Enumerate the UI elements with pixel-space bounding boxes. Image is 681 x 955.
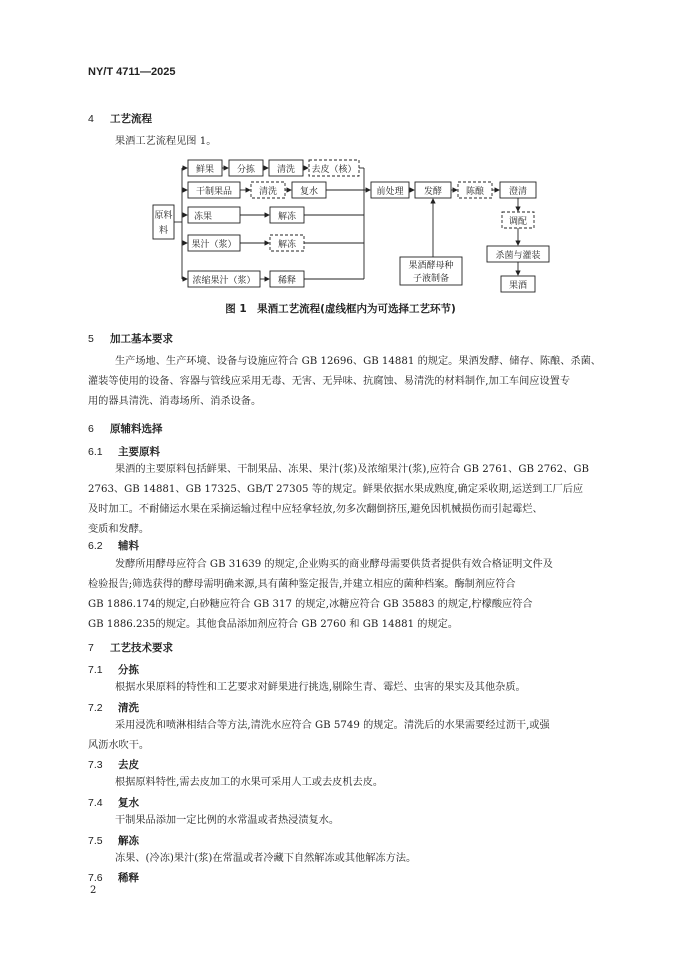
svg-text:子液制备: 子液制备 [412,274,450,284]
page-number: 2 [90,885,97,896]
section-5-heading: 5 加工基本要求 [88,333,173,345]
section-7-4-body: 干制果品添加一定比例的水常温或者热浸渍复水。 [115,815,340,826]
svg-text:冻果: 冻果 [193,212,213,222]
svg-text:清洗: 清洗 [276,165,296,175]
svg-text:分拣: 分拣 [236,165,256,175]
section-7-6-heading: 7.6 稀释 [88,872,139,884]
section-7-heading: 7 工艺技术要求 [88,642,173,654]
figure-caption: 图 1 果酒工艺流程(虚线框内为可选择工艺环节) [225,303,456,315]
section-7-3-heading: 7.3 去皮 [88,759,139,771]
section-7-5-heading: 7.5 解冻 [88,835,139,847]
svg-text:解冻: 解冻 [277,240,297,250]
svg-text:鲜果: 鲜果 [195,165,215,175]
section-5-body: 生产场地、生产环境、设备与设施应符合 GB 12696、GB 14881 的规定。果酒发酵、储存、陈酿、杀菌、 灌装等使用的设备、容器与管线应采用无毒、无害、无异味、抗腐蚀、易清洗的材料制作,加工车间应设置专 用的器具清洗、消毒场所、消杀设备。 [88,356,601,407]
svg-text:果汁（浆）: 果汁（浆） [191,240,237,250]
section-6-1-body: 果酒的主要原料包括鲜果、干制果品、冻果、果汁(浆)及浓缩果汁(浆),应符合 GB 2761、GB 2762、GB 2763、GB 14881、GB 17325、GB/T 27305 等的规定。鲜果依据水果成熟度,确定采收期,运送到工厂后应 及时加工。不耐储运水果在采摘运输过程中应轻拿轻放,勿多次翻倒挤压,避免因机械损伤而引起霉烂、 变质和发酵。 [88,464,589,535]
svg-text:前处理: 前处理 [376,187,404,197]
svg-text:调配: 调配 [508,217,528,227]
section-7-2-heading: 7.2 清洗 [88,702,139,714]
section-7-3-body: 根据原料特性,需去皮加工的水果可采用人工或去皮机去皮。 [115,777,384,788]
section-4-heading: 4 工艺流程 [88,113,152,125]
svg-text:去皮（核）: 去皮（核） [311,165,357,175]
section-7-4-heading: 7.4 复水 [88,797,139,809]
svg-text:干制果品: 干制果品 [195,187,233,197]
svg-text:复水: 复水 [299,187,319,197]
svg-text:果酒: 果酒 [508,281,528,291]
svg-text:浓缩果汁（浆）: 浓缩果汁（浆） [192,276,256,286]
svg-text:原料: 原料 [154,211,173,221]
section-7-5-body: 冻果、(冷冻)果汁(浆)在常温或者冷藏下自然解冻或其他解冻方法。 [115,853,417,864]
svg-text:发酵: 发酵 [423,187,443,197]
section-4-intro: 果酒工艺流程见图 1。 [115,136,217,147]
process-flow-diagram [0,0,681,300]
section-7-1-heading: 7.1 分拣 [88,664,139,676]
svg-text:料: 料 [158,226,169,236]
svg-text:杀菌与灌装: 杀菌与灌装 [495,251,541,261]
svg-text:稀释: 稀释 [277,276,297,286]
svg-text:解冻: 解冻 [277,212,297,222]
svg-text:清洗: 清洗 [258,187,278,197]
section-6-2-body: 发酵所用酵母应符合 GB 31639 的规定,企业购买的商业酵母需要供货者提供有效合格证明文件及 检验报告;筛选获得的酵母需明确来源,具有菌种鉴定报告,并建立相应的菌种档案。酶制剂应符合 GB 1886.174的规定,白砂糖应符合 GB 317 的规定,冰糖应符合 GB 35883 的规定,柠檬酸应符合 GB 1886.235的规定。其他食品添加剂应符合 GB 2760 和 GB 14881 的规定。 [88,559,553,630]
section-7-2-body: 采用浸洗和喷淋相结合等方法,清洗水应符合 GB 5749 的规定。清洗后的水果需要经过沥干,或强 风沥水吹干。 [88,720,550,751]
section-6-1-heading: 6.1 主要原料 [88,446,160,458]
svg-text:陈酿: 陈酿 [465,187,485,197]
standard-number: NY/T 4711—2025 [88,66,176,78]
section-7-1-body: 根据水果原料的特性和工艺要求对鲜果进行挑选,剔除生青、霉烂、虫害的果实及其他杂质。 [115,682,526,693]
svg-text:果酒酵母种: 果酒酵母种 [408,261,454,271]
svg-text:澄清: 澄清 [508,187,528,197]
section-6-2-heading: 6.2 辅料 [88,540,139,552]
section-6-heading: 6 原辅料选择 [88,423,163,435]
